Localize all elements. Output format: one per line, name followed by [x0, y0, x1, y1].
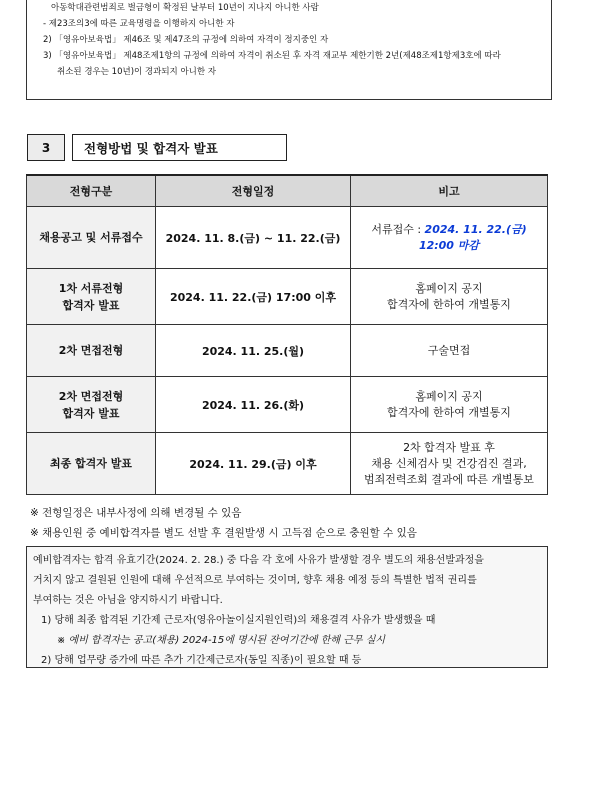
stage-name — [27, 377, 156, 433]
note-prefix: 서류접수 : — [371, 222, 425, 236]
stage-note — [351, 269, 548, 325]
disqualification-line: 취소된 경우는 10년)이 경과되지 아니한 자 — [57, 67, 217, 77]
note-line: 홈페이지 공지 — [415, 389, 483, 403]
stage-date: 2024. 11. 22.(금) 17:00 이후 — [156, 269, 351, 325]
stage-note — [351, 433, 548, 495]
note-line: ※ 전형일정은 내부사정에 의해 변경될 수 있음 — [30, 507, 242, 519]
note-line: 홈페이지 공지 — [415, 281, 483, 295]
disqualification-line: - 제23조의3에 따른 교육명령을 이행하지 아니한 자 — [43, 19, 235, 29]
note-line: 채용 신체검사 및 건강검진 결과, — [371, 456, 527, 470]
table-header-row — [27, 175, 548, 207]
reserve-line: 거치지 않고 결원된 인원에 대해 우선적으로 부여하는 것이며, 향후 채용 예정 등의 특별한 법적 권리를 — [33, 575, 477, 586]
reserve-line: 예비합격자는 합격 유효기간(2024. 2. 28.) 중 다음 각 호에 사유가 발생할 경우 별도의 채용선발과정을 — [33, 555, 484, 566]
stage-name — [27, 207, 156, 269]
table-row — [27, 377, 548, 433]
section-number: 3 — [27, 134, 65, 161]
table-row — [27, 269, 548, 325]
stage-name — [27, 269, 156, 325]
reserve-line: 부여하는 것은 아님을 양지하시기 바랍니다. — [33, 595, 223, 606]
reserve-item: 2) 당해 업무량 증가에 따른 추가 기간제근로자(동일 직종)이 필요할 때 등 — [41, 655, 362, 666]
schedule-table — [26, 174, 548, 495]
stage-name — [27, 433, 156, 495]
notes — [30, 503, 417, 543]
stage-name-line: 1차 서류전형 — [58, 281, 124, 295]
stage-date: 2024. 11. 25.(월) — [156, 325, 351, 377]
stage-name-line: 합격자 발표 — [62, 406, 120, 420]
stage-name-line: 합격자 발표 — [62, 298, 120, 312]
stage-name-line: 2차 면접전형 — [58, 389, 124, 403]
stage-name — [27, 325, 156, 377]
stage-name-line: 채용공고 및 서류접수 — [39, 231, 143, 244]
stage-date: 2024. 11. 8.(금) ~ 11. 22.(금) — [156, 207, 351, 269]
note-line: 합격자에 한하여 개별통지 — [387, 405, 511, 419]
stage-name-line: 최종 합격자 발표 — [49, 457, 133, 470]
note-line: 2차 합격자 발표 후 — [403, 440, 495, 454]
disqualification-box — [26, 0, 552, 100]
reserve-candidate-box — [26, 546, 548, 668]
column-header-note: 비고 — [351, 175, 548, 207]
stage-note — [351, 207, 548, 269]
disqualification-line: 2) 「영유아보육법」 제46조 및 제47조의 규정에 의하여 자격이 정지중인 자 — [43, 35, 329, 45]
disqualification-line: 3) 「영유아보육법」 제48조제1항의 규정에 의하여 자격이 취소된 후 자격 재교부 제한기한 2년(제48조제1항제3호에 따라 — [43, 51, 501, 61]
table-row — [27, 207, 548, 269]
table-row — [27, 325, 548, 377]
note-line: 합격자에 한하여 개별통지 — [387, 297, 511, 311]
reserve-item-note: ※ 예비 합격자는 공고(채용) 2024-15에 명시된 잔여기간에 한해 근무 실시 — [57, 635, 386, 646]
stage-note — [351, 325, 548, 377]
note-line: 범죄전력조회 결과에 따른 개별통보 — [364, 472, 534, 486]
table-row — [27, 433, 548, 495]
stage-note — [351, 377, 548, 433]
stage-date: 2024. 11. 26.(화) — [156, 377, 351, 433]
disqualification-line: 아동학대관련범죄로 벌금형이 확정된 날부터 10년이 지나지 아니한 사람 — [51, 3, 319, 13]
deadline-highlight: 2024. 11. 22.(금) 12:00 마감 — [418, 222, 527, 252]
section-title: 전형방법 및 합격자 발표 — [72, 134, 287, 161]
stage-date: 2024. 11. 29.(금) 이후 — [156, 433, 351, 495]
column-header-date: 전형일정 — [156, 175, 351, 207]
stage-name-line: 2차 면접전형 — [58, 344, 124, 357]
column-header-type: 전형구분 — [27, 175, 156, 207]
note-line: 구술면접 — [427, 343, 471, 357]
reserve-item: 1) 당해 최종 합격된 기간제 근로자(영유아놀이실지원인력)의 채용결격 사유가 발생했을 때 — [41, 615, 436, 626]
note-line: ※ 채용인원 중 예비합격자를 별도 선발 후 결원발생 시 고득점 순으로 충원할 수 있음 — [30, 527, 417, 539]
